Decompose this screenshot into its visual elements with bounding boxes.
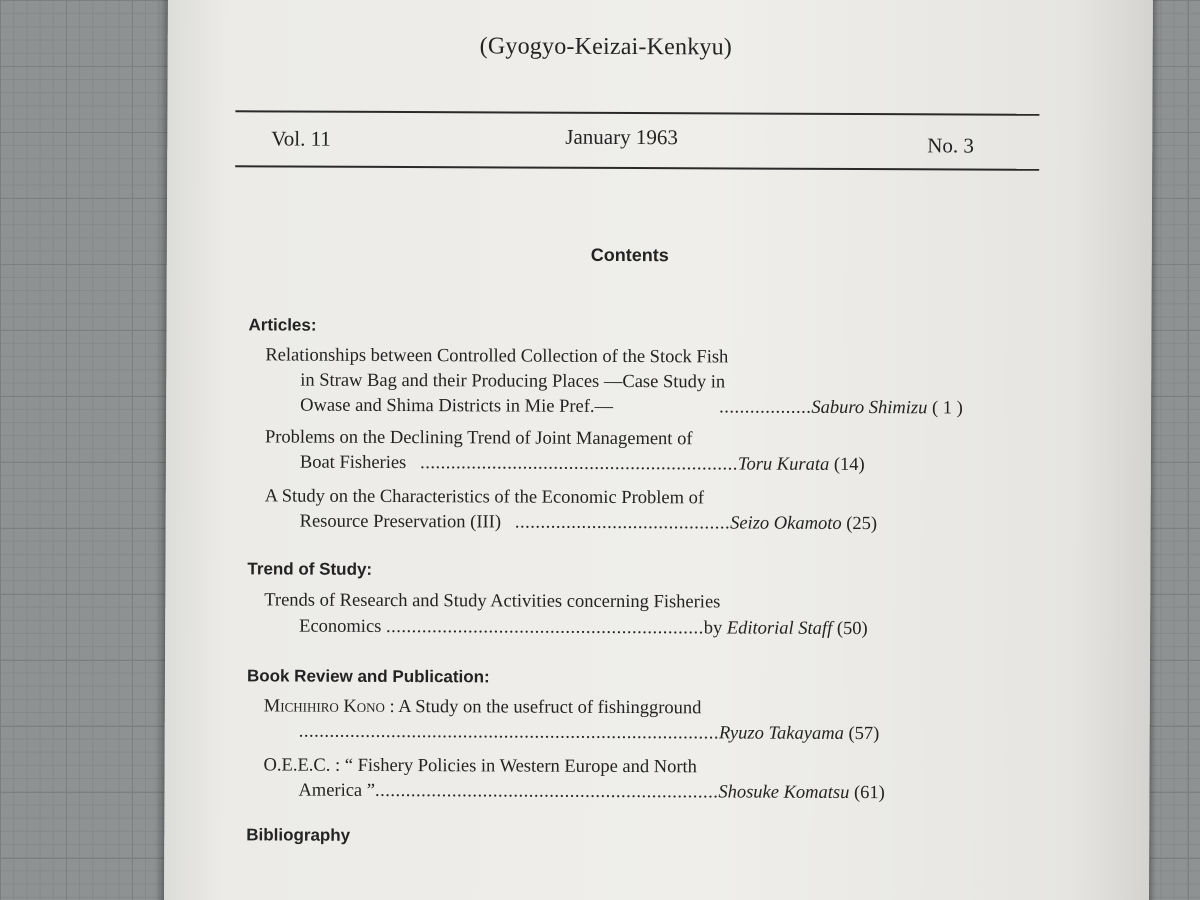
trend-1-title-line-2: Economics ..............................................................by Editorial Staff (50): [299, 616, 868, 640]
header-rule-bottom: [235, 165, 1039, 171]
article-3-author: Seizo Okamoto: [730, 513, 842, 534]
issue-date: January 1963: [565, 124, 678, 150]
dot-leader: ...................................................................: [374, 780, 719, 803]
section-heading-trend-of-study: Trend of Study:: [247, 559, 373, 579]
dot-leader: ..............................................................: [385, 616, 704, 639]
article-2-author: Toru Kurata: [737, 454, 830, 475]
article-3-title-line-1: A Study on the Characteristics of the Economic Problem of: [264, 486, 705, 509]
review-1-title-line-1: Michihiro Kono : A Study on the usefruct of fishingground: [263, 696, 702, 719]
article-1-title-line-1: Relationships between Controlled Collection of the Stock Fish: [265, 345, 729, 368]
trend-1-page: (50): [836, 618, 868, 640]
article-1-byline: [719, 397, 963, 419]
section-heading-bibliography: Bibliography: [246, 825, 351, 845]
dot-leader: ..................................................................................: [298, 721, 720, 744]
article-2-title-line-2: Boat Fisheries ..............................................................Toru Kurata (14): [299, 452, 865, 476]
review-1-byline: [299, 722, 880, 746]
review-1-page: (57): [848, 723, 880, 745]
dot-leader: ..................: [719, 397, 812, 418]
article-3-title-line-2: Resource Preservation (III) ..........................................Seizo Okamoto (25): [299, 511, 878, 535]
review-1-book-author: Michihiro Kono: [263, 696, 385, 717]
section-heading-articles: Articles:: [248, 315, 317, 335]
article-1-author: Saburo Shimizu: [811, 397, 928, 419]
article-1-title-line-2: in Straw Bag and their Producing Places —Case Study in: [300, 370, 726, 393]
header-rule-top: [235, 110, 1039, 116]
journal-page: [164, 0, 1153, 900]
article-2-page: (14): [833, 454, 865, 476]
journal-title: (Gyogyo-Keizai-Kenkyu): [479, 33, 733, 61]
section-heading-book-review: Book Review and Publication:: [246, 666, 490, 687]
article-2-title-line-1: Problems on the Declining Trend of Joint Management of: [264, 427, 693, 450]
dot-leader: ..........................................: [514, 512, 731, 534]
article-1-page: ( 1 ): [931, 398, 963, 419]
volume-label: Vol. 11: [271, 126, 331, 151]
review-2-author: Shosuke Komatsu: [718, 782, 850, 803]
review-2-title-line-2: America ”...................................................................Shosuke Komatsu (61): [298, 780, 885, 804]
review-1-author: Ryuzo Takayama: [718, 723, 844, 744]
review-2-page: (61): [853, 783, 885, 804]
trend-1-author: Editorial Staff: [726, 618, 833, 639]
article-3-page: (25): [846, 513, 878, 535]
issue-number: No. 3: [927, 133, 975, 158]
dot-leader: ..............................................................: [420, 453, 738, 475]
article-1-title-line-3: Owase and Shima Districts in Mie Pref.—: [300, 395, 614, 417]
contents-heading: Contents: [590, 244, 669, 266]
trend-1-title-line-1: Trends of Research and Study Activities concerning Fisheries: [264, 590, 721, 613]
review-2-title-line-1: O.E.E.C. : “ Fishery Policies in Western Europe and North: [263, 755, 697, 778]
